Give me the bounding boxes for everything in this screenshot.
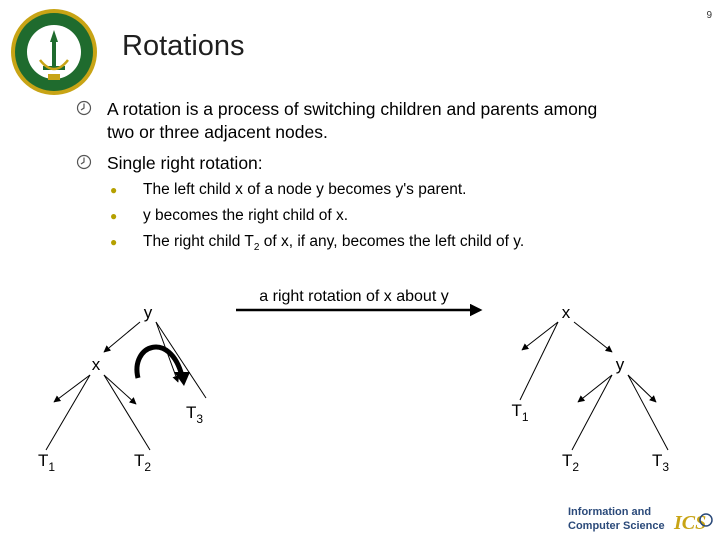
edge-x-t1-arrow (54, 375, 90, 402)
edge-y-t3 (156, 322, 206, 398)
subtree-t3-after: $T_3$ (652, 451, 670, 474)
slide-number: 9 (706, 10, 712, 21)
footer-monogram: ICS (674, 512, 707, 534)
ics-footer-logo (566, 502, 714, 534)
clock-bullet-icon (76, 154, 92, 170)
dot-bullet-icon: ● (110, 209, 118, 223)
rotation-arrow-label: a right rotation of x about y (259, 288, 449, 305)
edge-x-t1-after-arrow (522, 322, 558, 350)
edge-x-t2 (104, 375, 150, 450)
subtree-t2-after: $T_2$ (562, 451, 580, 474)
sub-bullet-text: The left child x of a node y becomes y's parent. (143, 181, 467, 198)
bullet-line: Single right rotation: (107, 153, 263, 173)
node-y-before: y (143, 303, 153, 322)
subtree-t2-before: $T_2$ (134, 451, 152, 474)
node-x-after: x (561, 303, 571, 322)
sub-bullet-text: The right child $T_2$ of x, if any, becomes the left child of y. (143, 233, 525, 254)
university-logo (10, 8, 98, 96)
edge-x-t2-arrow (104, 375, 136, 404)
edge-x-t1 (46, 375, 90, 450)
rotation-diagram (0, 270, 720, 485)
footer-line1: Information and (568, 506, 652, 518)
bullet-line: A rotation is a process of switching children and parents among (107, 99, 598, 119)
edge-y-t3-after-arrow (628, 375, 656, 402)
clock-bullet-icon (76, 100, 92, 116)
slide-title: Rotations (122, 30, 245, 62)
bullet-line: two or three adjacent nodes. (107, 122, 328, 142)
subtree-t1-after: $T_1$ (511, 401, 529, 424)
edge-x-t1-after (520, 322, 558, 400)
subtree-t1-before: $T_1$ (38, 451, 56, 474)
edge-y-t2-after-arrow (578, 375, 612, 402)
edge-y-t3-after (628, 375, 668, 450)
dot-bullet-icon: ● (110, 235, 118, 249)
sub-bullet-text: y becomes the right child of x. (143, 207, 349, 224)
subtree-t3-before: $T_3$ (186, 403, 204, 426)
edge-y-x (104, 322, 140, 352)
edge-x-y-after (574, 322, 612, 352)
node-y-after: y (615, 355, 625, 374)
edge-y-t2-after (572, 375, 612, 450)
node-x-before: x (91, 355, 101, 374)
footer-line2: Computer Science (568, 520, 665, 532)
dot-bullet-icon: ● (110, 183, 118, 197)
